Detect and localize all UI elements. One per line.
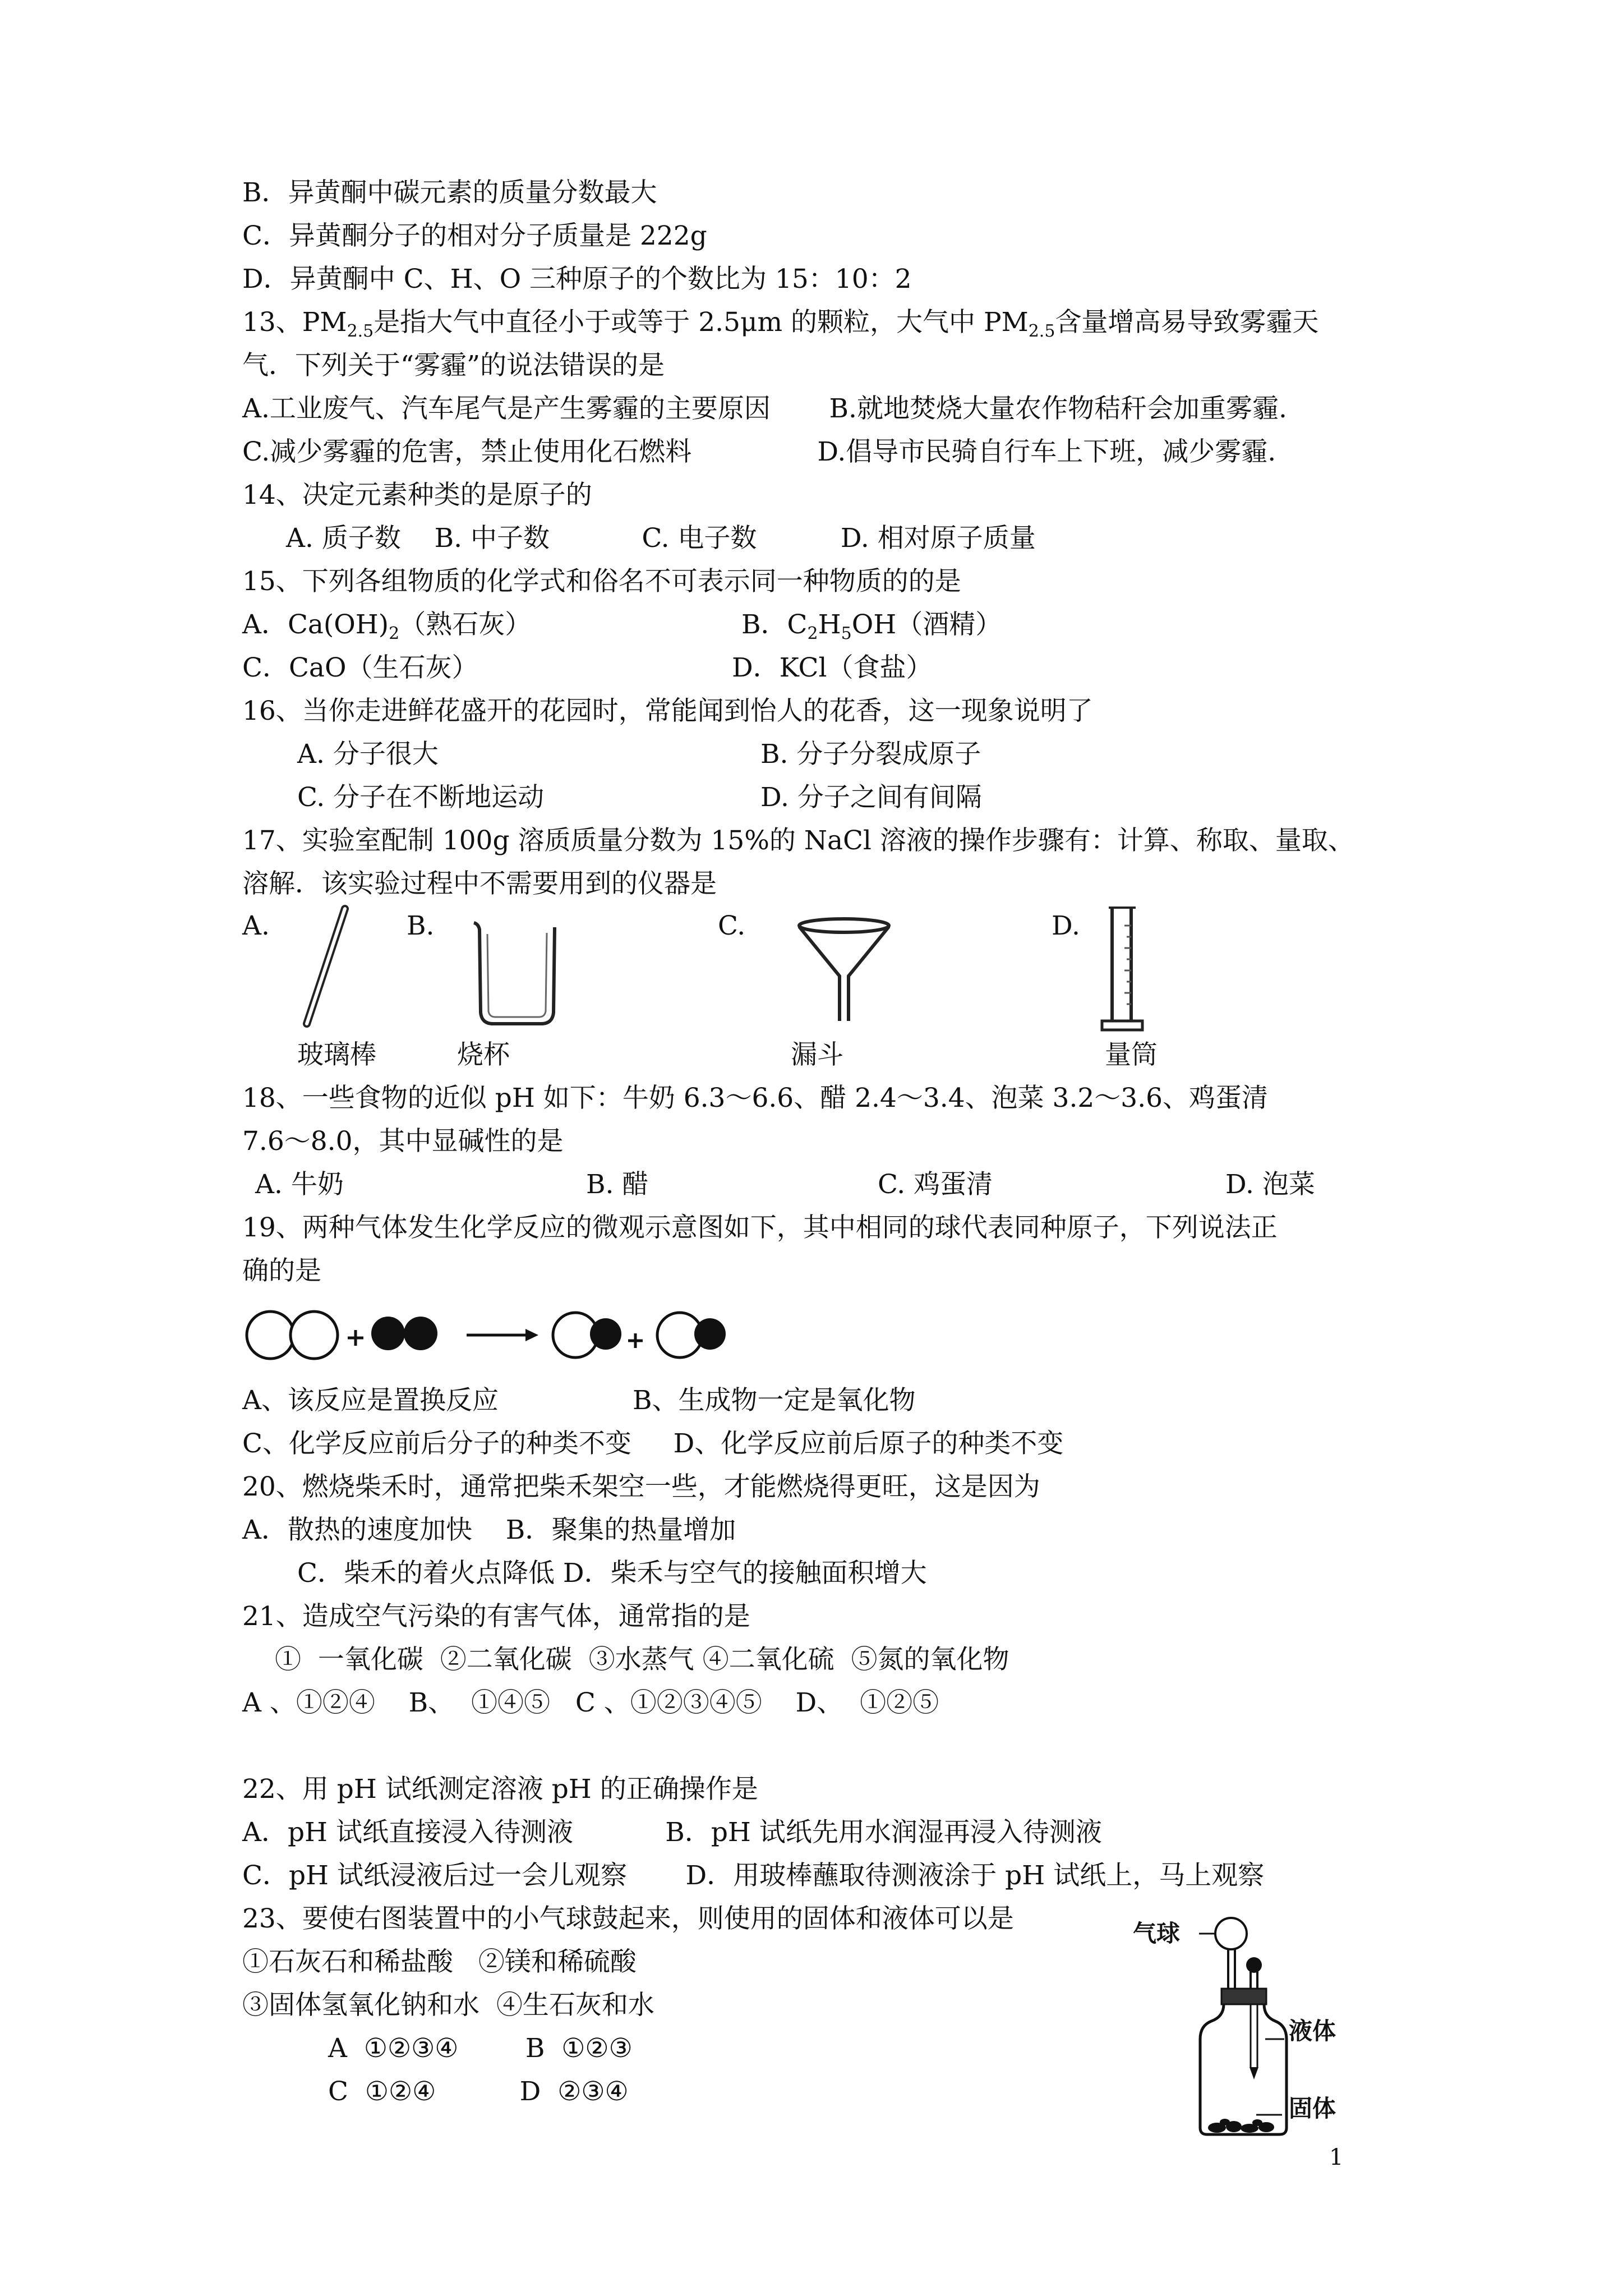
liquid-label: 液体 [1289, 2017, 1336, 2045]
q15-b-text3: OH（酒精） [851, 609, 1002, 640]
q17-label-d: D. [1052, 910, 1080, 941]
q15-a-sub: 2 [389, 624, 400, 643]
q19-options-cd: C、化学反应前后分子的种类不变 D、化学反应前后原子的种类不变 [242, 1428, 1064, 1459]
q18-stem-line2: 7.6～8.0，其中显碱性的是 [242, 1126, 564, 1157]
q22-options-cd: C．pH 试纸浸液后过一会儿观察 D．用玻棒蘸取待测液涂于 pH 试纸上，马上观察 [242, 1860, 1265, 1891]
q23-options-ab: A ①②③④ B ①②③ [328, 2033, 633, 2064]
q16-option-c: C. 分子在不断地运动 [297, 782, 545, 813]
q23-statements-1: ①石灰石和稀盐酸 ②镁和稀硫酸 [242, 1947, 637, 1977]
q23-statements-2: ③固体氢氧化钠和水 ④生石灰和水 [242, 1990, 654, 2021]
balloon-apparatus-diagram [1127, 1904, 1363, 2140]
q18-option-b: B. 醋 [586, 1169, 649, 1200]
q16-option-a: A. 分子很大 [297, 739, 439, 770]
q15-option-b [741, 611, 1002, 642]
plus-icon [628, 1333, 643, 1348]
q18-stem-line1: 18、一些食物的近似 pH 如下：牛奶 6.3～6.6、醋 2.4～3.4、泡菜 3.2～3.6、鸡蛋清 [242, 1083, 1269, 1114]
glass-rod-icon [294, 903, 356, 1032]
q14-stem: 14、决定元素种类的是原子的 [242, 480, 592, 510]
q13-options-ab: A.工业废气、汽车尾气是产生雾霾的主要原因 B.就地焚烧大量农作物秸秆会加重雾霾. [242, 393, 1287, 424]
funnel-icon [788, 914, 900, 1027]
q15-b-sub1: 2 [807, 624, 818, 643]
balloon-icon [1215, 1918, 1247, 1949]
black-atom-icon [694, 1318, 726, 1350]
q13-text-1: 13、PM [242, 307, 347, 338]
q13-text-2: 是指大气中直径小于或等于 2.5μm 的颗粒，大气中 PM [374, 307, 1029, 338]
black-atom-icon [371, 1317, 405, 1350]
q15-option-a [242, 611, 531, 642]
q17-label-c: C. [718, 910, 746, 941]
q20-options-cd: C．柴禾的着火点降低 D．柴禾与空气的接触面积增大 [297, 1558, 927, 1589]
q14-options: A. 质子数 B. 中子数 C. 电子数 D. 相对原子质量 [286, 523, 1036, 554]
q13-stem-line1 [242, 309, 1318, 340]
q17-label-a: A. [242, 910, 270, 941]
balloon-label: 气球 [1133, 1920, 1181, 1947]
q13-options-cd: C.减少雾霾的危害，禁止使用化石燃料 D.倡导市民骑自行车上下班，减少雾霾. [242, 436, 1276, 467]
q13-sub-2: 2.5 [1028, 321, 1055, 341]
q16-option-b: B. 分子分裂成原子 [760, 739, 981, 770]
solid-label: 固体 [1289, 2095, 1336, 2122]
q12-option-d: D．异黄酮中 C、H、O 三种原子的个数比为 15：10：2 [242, 264, 912, 295]
reaction-diagram [242, 1299, 747, 1372]
measuring-cylinder-icon [1096, 903, 1152, 1033]
q15-stem: 15、下列各组物质的化学式和俗名不可表示同一种物质的的是 [242, 566, 961, 597]
page-number: 1 [1329, 2145, 1344, 2170]
q18-option-a: A. 牛奶 [255, 1169, 344, 1200]
q16-stem: 16、当你走进鲜花盛开的花园时，常能闻到怡人的花香，这一现象说明了 [242, 696, 1093, 726]
q22-stem: 22、用 pH 试纸测定溶液 pH 的正确操作是 [242, 1774, 758, 1805]
q18-option-d: D. 泡菜 [1225, 1169, 1315, 1200]
white-atom-icon [247, 1312, 294, 1359]
q16-option-d: D. 分子之间有间隔 [760, 782, 982, 813]
q17-stem-line1: 17、实验室配制 100g 溶质质量分数为 15%的 NaCl 溶液的操作步骤有：计算、称取、量取、 [242, 825, 1354, 856]
q17-label-b: B. [407, 910, 435, 941]
q13-stem-line2: 气．下列关于“雾霾”的说法错误的是 [242, 350, 665, 381]
white-atom-icon [291, 1312, 338, 1359]
q20-stem: 20、燃烧柴禾时，通常把柴禾架空一些，才能燃烧得更旺，这是因为 [242, 1471, 1040, 1502]
q19-stem-line2: 确的是 [242, 1255, 321, 1286]
q15-option-d: D．KCl（食盐） [732, 652, 933, 683]
q15-a-name: （熟石灰） [399, 609, 532, 640]
black-atom-icon [404, 1317, 437, 1350]
beaker-icon [468, 917, 564, 1029]
q17-name-b: 烧杯 [457, 1039, 510, 1070]
q20-options-ab: A．散热的速度加快 B．聚集的热量增加 [242, 1515, 736, 1545]
q18-option-c: C. 鸡蛋清 [878, 1169, 993, 1200]
q17-name-d: 量筒 [1105, 1039, 1158, 1070]
q21-stem: 21、造成空气污染的有害气体，通常指的是 [242, 1601, 750, 1632]
q12-option-c: C．异黄酮分子的相对分子质量是 222g [242, 220, 707, 251]
q22-options-ab: A．pH 试纸直接浸入待测液 B．pH 试纸先用水润湿再浸入待测液 [242, 1817, 1102, 1848]
q23-stem: 23、要使右图装置中的小气球鼓起来，则使用的固体和液体可以是 [242, 1903, 1014, 1934]
black-atom-icon [590, 1318, 621, 1350]
q17-name-c: 漏斗 [791, 1039, 843, 1070]
plus-icon [348, 1330, 363, 1346]
q15-b-text1: B．C [741, 609, 808, 640]
q12-option-b: B．异黄酮中碳元素的质量分数最大 [242, 177, 657, 208]
q15-a-text: A．Ca(OH) [242, 609, 389, 640]
q21-items: ① 一氧化碳 ②二氧化碳 ③水蒸气 ④二氧化硫 ⑤氮的氧化物 [275, 1644, 1009, 1675]
q15-b-text2: H [818, 609, 841, 640]
q17-stem-line2: 溶解．该实验过程中不需要用到的仪器是 [242, 868, 717, 899]
q19-options-ab: A、该反应是置换反应 B、生成物一定是氧化物 [242, 1385, 916, 1416]
q17-name-a: 玻璃棒 [297, 1039, 376, 1070]
q23-options-cd: C ①②④ D ②③④ [328, 2076, 629, 2107]
q13-text-3: 含量增高易导致雾霾天 [1055, 307, 1319, 338]
q19-stem-line1: 19、两种气体发生化学反应的微观示意图如下，其中相同的球代表同种原子，下列说法正 [242, 1212, 1278, 1243]
q21-options: A 、①②④ B、 ①④⑤ C 、①②③④⑤ D、 ①②⑤ [242, 1687, 939, 1718]
q15-option-c: C．CaO（生石灰） [242, 652, 478, 683]
q15-b-sub2: 5 [841, 624, 852, 643]
q13-sub-1: 2.5 [347, 321, 374, 341]
